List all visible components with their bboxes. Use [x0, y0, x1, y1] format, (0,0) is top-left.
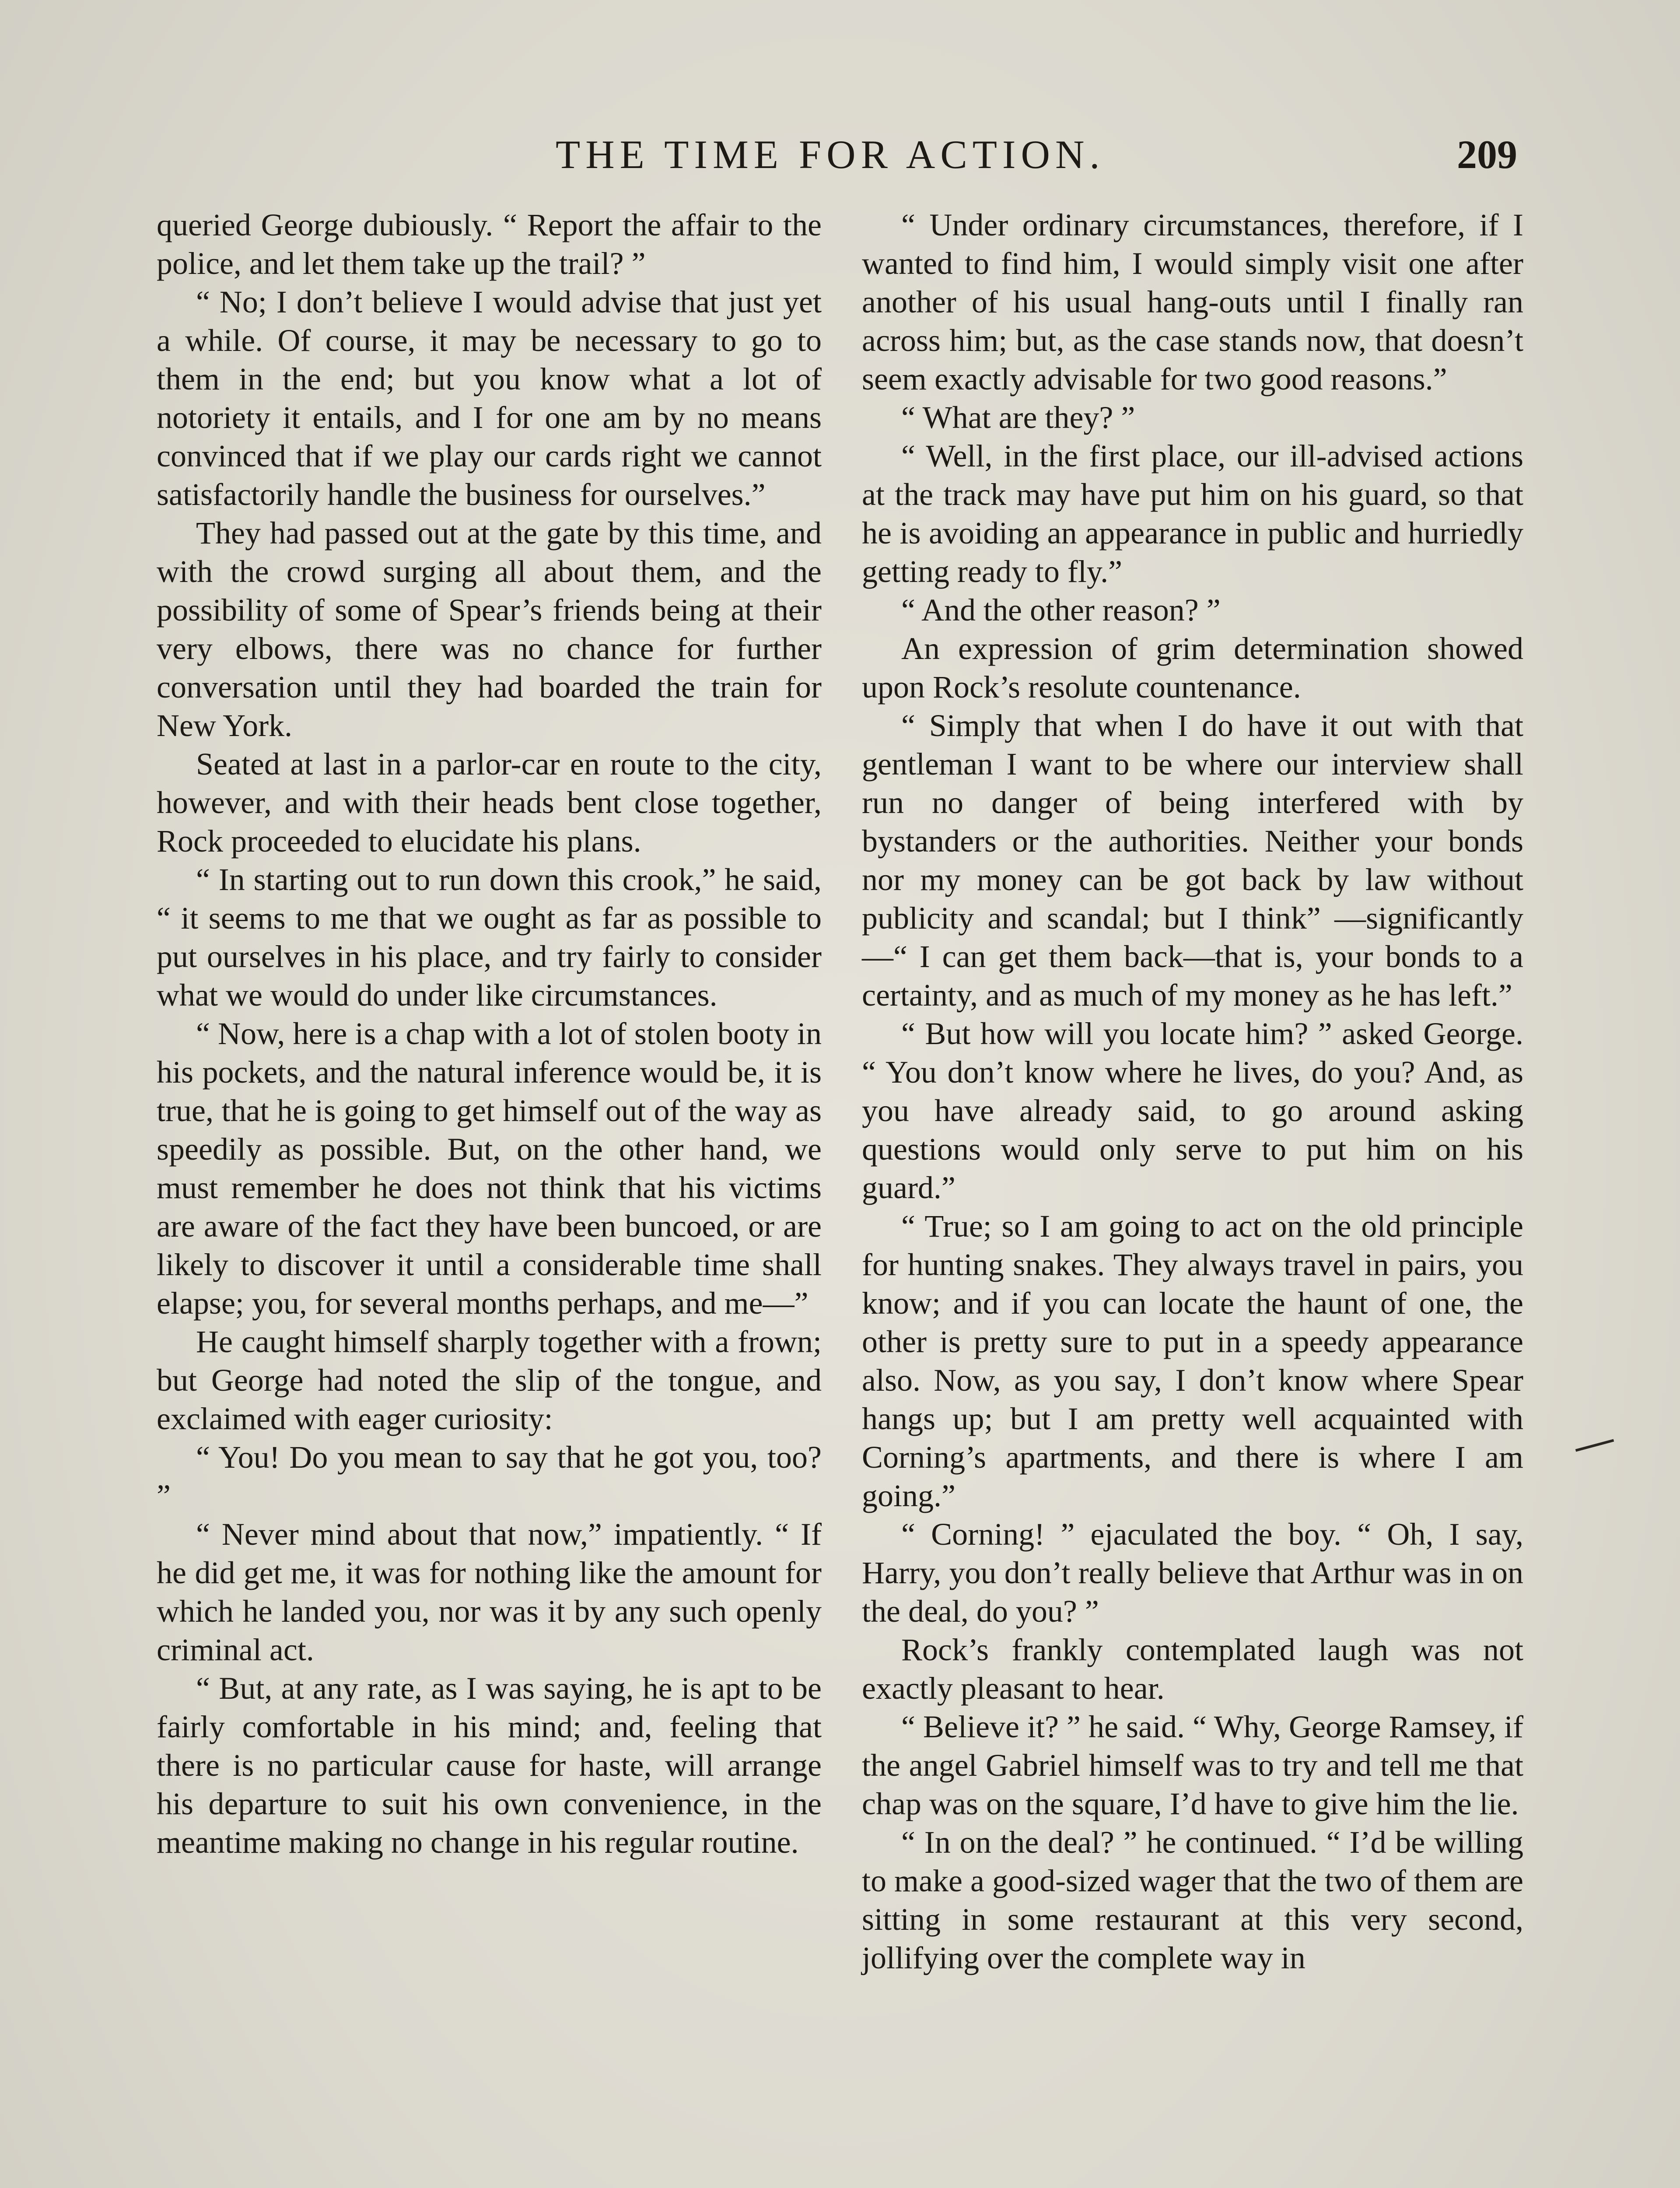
paragraph: queried George dubiously. “ Report the affair to the police, and let them take up the trail? ” — [157, 207, 822, 281]
paragraph: “ In starting out to run down this crook,” he said, “ it seems to me that we ought as far as possible to put ourselves in his place, and try fairly to consider what we would do under like circumstances. — [157, 862, 822, 1013]
paragraph: Rock’s frankly contemplated laugh was not exactly pleasant to hear. — [862, 1632, 1523, 1706]
paragraph: “ Well, in the first place, our ill-advised actions at the track may have put him on his guard, so that he is avoiding an appearance in public and hurriedly getting ready to fly.” — [862, 438, 1523, 589]
paragraph: Seated at last in a parlor-car en route to the city, however, and with their heads bent close together, Rock proceeded to elucidate his plans. — [157, 747, 822, 859]
paragraph: “ And the other reason? ” — [901, 593, 1221, 628]
paragraph: “ You! Do you mean to say that he got you, too? ” — [157, 1440, 822, 1513]
running-title: THE TIME FOR ACTION. — [556, 132, 1105, 177]
paragraph: “ Believe it? ” he said. “ Why, George Ramsey, if the angel Gabriel himself was to try and tell me that chap was on the square, I’d have to give him the lie. — [862, 1709, 1523, 1821]
paragraph: He caught himself sharply together with a frown; but George had noted the slip of the tongue, and exclaimed with eager curiosity: — [157, 1324, 822, 1436]
paragraph: “ But, at any rate, as I was saying, he is apt to be fairly comfortable in his mind; and, feeling that there is no particular cause for haste, will arrange his departure to suit his own convenience, in the meantime making no change in his regular routine. — [157, 1671, 822, 1860]
paragraph: “ No; I don’t believe I would advise that just yet a while. Of course, it may be necessary to go to them in the end; but you know what a lot of notoriety it entails, and I for one am by no means convinced that if we play our cards right we cannot satisfactorily handle the business for ourselves.” — [157, 284, 822, 512]
paragraph: “ Simply that when I do have it out with that gentleman I want to be where our interview shall run no danger of being interfered with by bystanders or the authorities. Neither your bonds nor my money can be got back by law without publicity and scandal; but I think” —significantly—“ I can get them back—that is, your bonds to a certainty, and as much of my money as he has left.” — [862, 708, 1523, 1013]
paragraph: “ What are they? ” — [901, 400, 1135, 435]
page-number: 209 — [1457, 132, 1517, 177]
paragraph: “ But how will you locate him? ” asked George. “ You don’t know where he lives, do you? And, as you have already said, to go around asking questions would only serve to put him on his guard.” — [862, 1016, 1523, 1205]
margin-mark — [1575, 1439, 1614, 1452]
paragraph: An expression of grim determination showed upon Rock’s resolute countenance. — [862, 631, 1523, 705]
running-head — [0, 131, 1680, 184]
paragraph: “ Never mind about that now,” impatiently. “ If he did get me, it was for nothing like the amount for which he landed you, nor was it by any such openly criminal act. — [157, 1517, 822, 1667]
paragraph: “ Now, here is a chap with a lot of stolen booty in his pockets, and the natural inference would be, it is true, that he is going to get himself out of the way as speedily as possible. But, on the other hand, we must remember he does not think that his victims are aware of the fact they have been buncoed, or are likely to discover it until a considerable time shall elapse; you, for several months perhaps, and me—” — [157, 1016, 822, 1321]
left-column — [157, 206, 822, 1862]
paragraph: “ Corning! ” ejaculated the boy. “ Oh, I say, Harry, you don’t really believe that Arthur was in on the deal, do you? ” — [862, 1517, 1523, 1629]
right-column — [862, 206, 1523, 1977]
paragraph: “ Under ordinary circumstances, therefore, if I wanted to find him, I would simply visit one after another of his usual hang-outs until I finally ran across him; but, as the case stands now, that doesn’t seem exactly advisable for two good reasons.” — [862, 207, 1523, 396]
paragraph: “ In on the deal? ” he continued. “ I’d be willing to make a good-sized wager that the two of them are sitting in some restaurant at this very second, jollifying over the complete way in — [862, 1825, 1523, 1975]
paragraph: They had passed out at the gate by this time, and with the crowd surging all about them, and the possibility of some of Spear’s friends being at their very elbows, there was no chance for further conversation until they had boarded the train for New York. — [157, 515, 822, 743]
paragraph: “ True; so I am going to act on the old principle for hunting snakes. They always travel in pairs, you know; and if you can locate the haunt of one, the other is pretty sure to put in a speedy appearance also. Now, as you say, I don’t know where Spear hangs up; but I am pretty well acquainted with Corning’s apartments, and there is where I am going.” — [862, 1209, 1523, 1513]
